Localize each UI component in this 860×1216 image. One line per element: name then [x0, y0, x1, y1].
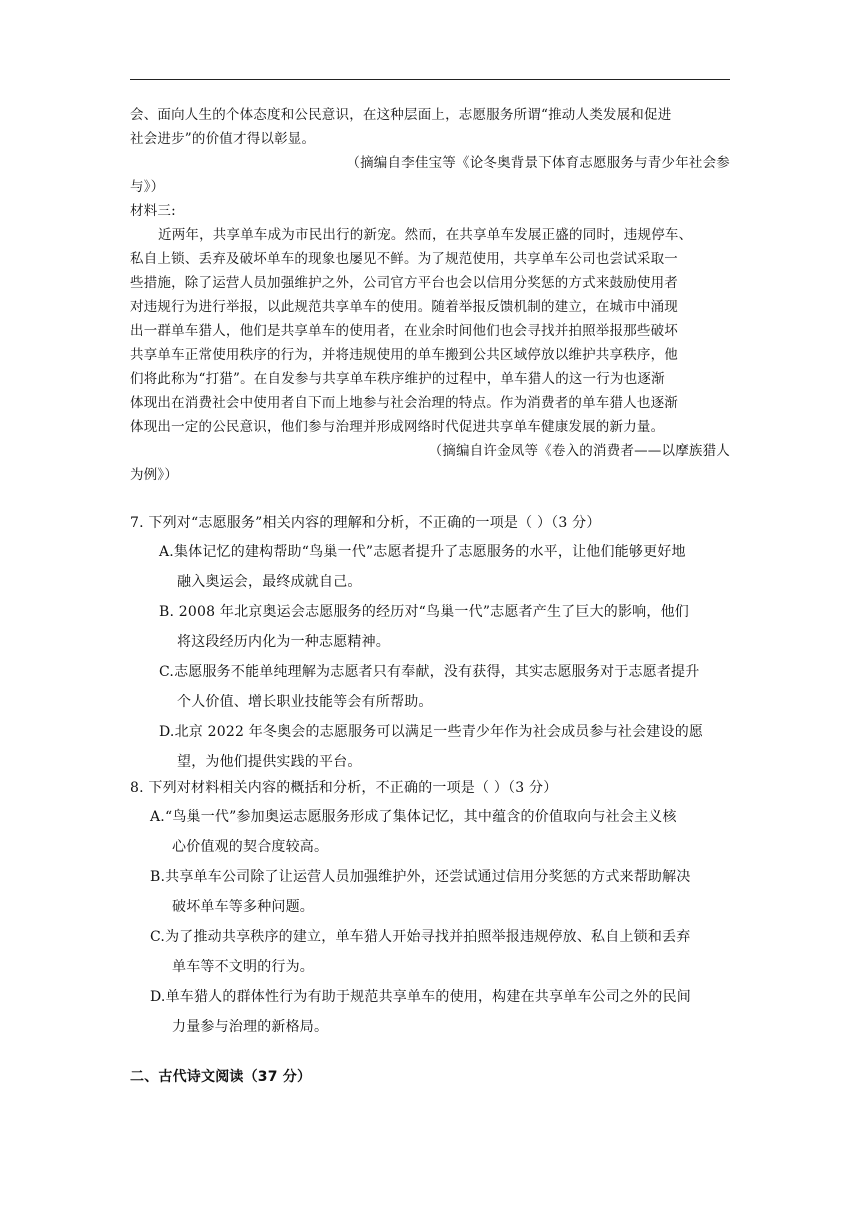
q7-option-a[interactable]: A.集体记忆的建构帮助“鸟巢一代”志愿者提升了志愿服务的水平，让他们能够更好地: [159, 544, 686, 560]
material-line: 些措施，除了运营人员加强维护之外，公司官方平台也会以信用分奖惩的方式来鼓励使用者: [130, 275, 678, 291]
header-rule: [130, 79, 730, 80]
q7-option-c[interactable]: C.志愿服务不能单纯理解为志愿者只有奉献，没有获得，其实志愿服务对于志愿者提升: [159, 664, 700, 680]
q8-option-a[interactable]: A.“鸟巢一代”参加奥运志愿服务形成了集体记忆，其中蕴含的价值取向与社会主义核: [150, 809, 677, 825]
passage-source-cont: 与》）: [130, 179, 165, 195]
material-source-cont: 为例》）: [130, 467, 179, 483]
question-8-stem: 8. 下列对材料相关内容的概括和分析，不正确的一项是（ ）（3 分）: [130, 780, 558, 796]
material-line: 们将此称为“打猎”。在自发参与共享单车秩序维护的过程中，单车猎人的这一行为也逐渐: [130, 371, 665, 387]
q8-option-a-cont: 心价值观的契合度较高。: [172, 839, 329, 855]
passage-source: （摘编自李佳宝等《论冬奥背景下体育志愿服务与青少年社会参: [346, 155, 730, 171]
passage-line: 社会进步”的价值才得以彰显。: [130, 131, 316, 147]
material-line: 体现出一定的公民意识，他们参与治理并形成网络时代促进共享单车健康发展的新力量。: [130, 419, 665, 435]
material-source: （摘编自许金凤等《卷入的消费者——以摩族猎人: [428, 443, 730, 459]
passage-line: 会、面向人生的个体态度和公民意识，在这种层面上，志愿服务所谓“推动人类发展和促进: [130, 107, 672, 123]
q7-option-d[interactable]: D.北京 2022 年冬奥会的志愿服务可以满足一些青少年作为社会成员参与社会建设的愿: [159, 724, 704, 740]
material-heading: 材料三:: [130, 203, 176, 219]
q8-option-b[interactable]: B.共享单车公司除了让运营人员加强维护外，还尝试通过信用分奖惩的方式来帮助解决: [150, 869, 691, 885]
material-line: 体现出在消费社会中使用者自下而上地参与社会治理的特点。作为消费者的单车猎人也逐渐: [130, 395, 678, 411]
q7-option-a-cont: 融入奥运会，最终成就自己。: [177, 574, 362, 590]
q7-option-c-cont: 个人价值、增长职业技能等会有所帮助。: [177, 694, 433, 710]
q8-option-b-cont: 破坏单车等多种问题。: [172, 899, 314, 915]
material-line: 对违规行为进行举报，以此规范共享单车的使用。随着举报反馈机制的建立，在城市中涌现: [130, 299, 678, 315]
q8-option-c-cont: 单车等不文明的行为。: [172, 959, 314, 975]
q8-option-c[interactable]: C.为了推动共享秩序的建立，单车猎人开始寻找并拍照举报违规停放、私自上锁和丢弃: [150, 929, 691, 945]
material-line: 私自上锁、丢弃及破坏单车的现象也屡见不鲜。为了规范使用，共享单车公司也尝试采取一: [130, 251, 678, 267]
q7-option-d-cont: 望，为他们提供实践的平台。: [177, 754, 362, 770]
q7-option-b[interactable]: B. 2008 年北京奥运会志愿服务的经历对“鸟巢一代”志愿者产生了巨大的影响，他们: [159, 604, 689, 620]
q8-option-d[interactable]: D.单车猎人的群体性行为有助于规范共享单车的使用，构建在共享单车公司之外的民间: [150, 989, 691, 1005]
section-title: 二、古代诗文阅读（37 分）: [130, 1069, 312, 1085]
material-line: 共享单车正常使用秩序的行为，并将违规使用的单车搬到公共区域停放以维护共享秩序，他: [130, 347, 678, 363]
question-7-stem: 7. 下列对“志愿服务”相关内容的理解和分析，不正确的一项是（ ）（3 分）: [130, 515, 601, 531]
q7-option-b-cont: 将这段经历内化为一种志愿精神。: [177, 634, 390, 650]
q8-option-d-cont: 力量参与治理的新格局。: [172, 1019, 329, 1035]
material-line: 出一群单车猎人，他们是共享单车的使用者，在业余时间他们也会寻找并拍照举报那些破坏: [130, 323, 678, 339]
material-line: 近两年，共享单车成为市民出行的新宠。然而，在共享单车发展正盛的同时，违规停车、: [158, 227, 693, 243]
